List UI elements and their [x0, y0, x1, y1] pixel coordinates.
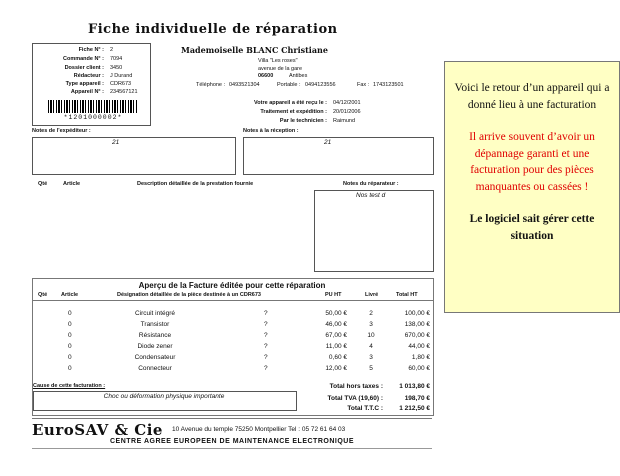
- reception-notes-value: 21: [324, 139, 332, 146]
- row-total: 1,80 €: [411, 354, 430, 361]
- row-livre: 2: [369, 310, 373, 317]
- treatment-label: Traitement et expédition :: [260, 109, 327, 115]
- side-note-warning: Il arrive souvent d’avoir un dépannage garanti et une facturation pour des pièces manquantes ou cassées !: [469, 131, 595, 193]
- client-name: Mademoiselle BLANC Christiane: [181, 45, 328, 55]
- row-livre: 5: [369, 365, 373, 372]
- treatment-value: 20/01/2006: [333, 109, 361, 115]
- row-qte: 0: [68, 343, 72, 350]
- row-pu: 0,60 €: [328, 354, 347, 361]
- row-qte: 0: [68, 332, 72, 339]
- barcode: [48, 100, 138, 113]
- type-appareil-value: CDR673: [110, 81, 132, 87]
- received-label: Votre appareil a été reçu le :: [254, 100, 327, 106]
- invoice-article-header: Article: [61, 292, 79, 298]
- invoice-designation-header: Désignation détaillée de la pièce destinée à un CDR673: [117, 292, 261, 298]
- tech-label: Par le technicien :: [279, 118, 327, 124]
- tva-label: Total TVA (19,60) :: [327, 395, 383, 402]
- row-designation: Transistor: [140, 321, 170, 328]
- portable-value: 0494123556: [305, 82, 336, 88]
- dossier-label: Dossier client :: [64, 65, 104, 71]
- row-qte: 0: [68, 310, 72, 317]
- client-city: Antibes: [289, 73, 308, 79]
- repairer-notes-label: Notes du réparateur :: [343, 181, 399, 187]
- sender-notes-label: Notes de l'expéditeur :: [32, 128, 91, 134]
- cause-value: Choc ou déformation physique importante: [103, 393, 225, 400]
- page-title: Fiche individuelle de réparation: [88, 22, 338, 37]
- invoice-total-header: Total HT: [396, 292, 418, 298]
- row-q: ?: [264, 321, 268, 328]
- row-pu: 67,00 €: [325, 332, 347, 339]
- barcode-text: *1201000002*: [63, 114, 123, 121]
- row-qte: 0: [68, 321, 72, 328]
- type-appareil-label: Type appareil :: [65, 81, 104, 87]
- row-q: ?: [264, 310, 268, 317]
- repairer-notes-value: Nos test d: [356, 192, 386, 199]
- fax-value: 1743123501: [373, 82, 404, 88]
- footer-rule: [32, 418, 432, 419]
- row-q: ?: [264, 365, 268, 372]
- invoice-header-rule: [32, 300, 433, 301]
- fiche-number-value: 2: [110, 47, 114, 53]
- invoice-livre-header: Livré: [365, 292, 379, 298]
- tva-value: 198,70 €: [404, 395, 430, 402]
- reception-notes-label: Notes à la réception :: [243, 128, 299, 134]
- invoice-qte-header: Qté: [38, 292, 48, 298]
- prestation-desc-header: Description détaillée de la prestation fournie: [137, 181, 254, 187]
- fiche-number-label: Fiche N° :: [78, 47, 104, 53]
- invoice-pu-header: PU HT: [325, 292, 342, 298]
- row-livre: 4: [369, 343, 373, 350]
- ttc-value: 1 212,50 €: [399, 405, 430, 412]
- telephone-label: Téléphone :: [196, 82, 226, 88]
- reception-notes-box: [243, 137, 434, 175]
- row-total: 60,00 €: [408, 365, 430, 372]
- row-designation: Condensateur: [134, 354, 176, 361]
- commande-value: 7094: [110, 56, 123, 62]
- row-pu: 12,00 €: [325, 365, 347, 372]
- tech-value: Raimund: [333, 118, 356, 124]
- row-qte: 0: [68, 354, 72, 361]
- row-total: 44,00 €: [408, 343, 430, 350]
- client-postcode: 06600: [258, 73, 274, 79]
- row-total: 670,00 €: [404, 332, 430, 339]
- appareil-number-label: Appareil N° :: [70, 89, 104, 95]
- row-designation: Résistance: [138, 332, 172, 339]
- client-address1: Villa "Les roses": [258, 58, 298, 64]
- ttc-label: Total T.T.C :: [347, 405, 383, 412]
- appareil-number-value: 234567121: [110, 89, 138, 95]
- portable-label: Portable :: [277, 82, 301, 88]
- row-q: ?: [264, 343, 268, 350]
- row-livre: 10: [367, 332, 375, 339]
- redacteur-label: Rédacteur :: [73, 73, 104, 79]
- row-total: 138,00 €: [404, 321, 430, 328]
- footer-tagline: CENTRE AGREE EUROPEEN DE MAINTENANCE ELECTRONIQUE: [110, 438, 354, 445]
- dossier-value: 3450: [110, 65, 123, 71]
- prestation-article-header: Article: [63, 181, 81, 187]
- redacteur-value: J Durand: [110, 73, 133, 79]
- footer-bottom-rule: [32, 448, 432, 449]
- row-livre: 3: [369, 354, 373, 361]
- side-note-conclusion: Le logiciel sait gérer cette situation: [469, 213, 595, 242]
- fax-label: Fax :: [357, 82, 370, 88]
- total-ht-label: Total hors taxes :: [329, 383, 383, 390]
- received-value: 04/12/2001: [333, 100, 361, 106]
- sender-notes-box: [32, 137, 236, 175]
- prestation-qte-header: Qté: [38, 181, 48, 187]
- telephone-value: 0493521304: [229, 82, 260, 88]
- row-livre: 3: [369, 321, 373, 328]
- row-q: ?: [264, 332, 268, 339]
- row-q: ?: [264, 354, 268, 361]
- sender-notes-value: 21: [112, 139, 120, 146]
- row-qte: 0: [68, 365, 72, 372]
- total-ht-value: 1 013,80 €: [399, 383, 430, 390]
- client-address2: avenue de la gare: [258, 66, 303, 72]
- company-logo: EuroSAV & Cie: [32, 421, 163, 439]
- repairer-notes-box: [314, 190, 434, 272]
- invoice-title: Aperçu de la Facture éditée pour cette réparation: [138, 281, 326, 290]
- row-designation: Circuit intégré: [134, 310, 176, 317]
- side-note-box: [444, 61, 620, 313]
- commande-label: Commande N° :: [62, 56, 104, 62]
- row-pu: 11,00 €: [325, 343, 347, 350]
- row-pu: 50,00 €: [325, 310, 347, 317]
- side-note-intro: Voici le retour d’un appareil qui a donné lieu à une facturation: [454, 82, 610, 111]
- row-pu: 46,00 €: [325, 321, 347, 328]
- row-total: 100,00 €: [404, 310, 430, 317]
- cause-label: Cause de cette facturation :: [33, 383, 106, 389]
- row-designation: Connecteur: [138, 365, 172, 372]
- row-designation: Diode zener: [137, 343, 173, 350]
- footer-address: 10 Avenue du temple 75250 Montpellier Tel : 05 72 61 64 03: [172, 426, 346, 433]
